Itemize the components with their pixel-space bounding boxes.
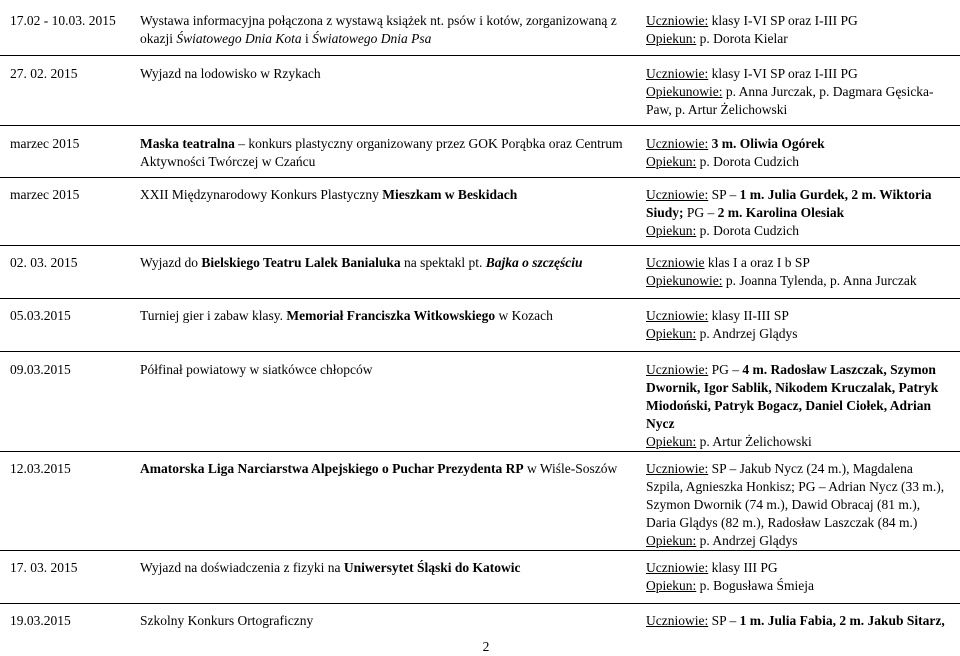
event-description: Wyjazd na lodowisko w Rzykach — [140, 66, 321, 81]
event-date: 19.03.2015 — [10, 613, 71, 628]
event-description: XXII Międzynarodowy Konkurs Plastyczny Mieszkam w Beskidach — [140, 187, 518, 202]
row-divider — [0, 55, 960, 56]
event-date: 09.03.2015 — [10, 362, 71, 377]
row-divider — [0, 177, 960, 178]
event-description: Wystawa informacyjna połączona z wystawą książek nt. psów i kotów, zorganizowaną z okazji Światowego Dnia Kota i Światowego Dnia Psa — [140, 13, 617, 46]
event-participants: Uczniowie: SP – Jakub Nycz (24 m.), Magdalena Szpila, Agnieszka Honkisz; PG – Adrian Nycz (33 m.), Szymon Dwornik (74 m.), Dawid Obracaj (81 m.), Daria Glądys (82 m.), Radosław Laszczak (84 m.) Opiekun: p. Andrzej Glądys — [646, 461, 945, 548]
event-participants: Uczniowie klas I a oraz I b SP Opiekunowie: p. Joanna Tylenda, p. Anna Jurczak — [646, 255, 917, 288]
row-divider — [0, 125, 960, 126]
event-participants: Uczniowie: 3 m. Oliwia Ogórek Opiekun: p. Dorota Cudzich — [646, 136, 825, 169]
row-divider — [0, 603, 960, 604]
event-description: Półfinał powiatowy w siatkówce chłopców — [140, 362, 373, 377]
event-description: Turniej gier i zabaw klasy. Memoriał Franciszka Witkowskiego w Kozach — [140, 308, 553, 323]
event-participants: Uczniowie: klasy I-VI SP oraz I-III PG Opiekunowie: p. Anna Jurczak, p. Dagmara Gęsicka-Paw, p. Artur Żelichowski — [646, 66, 934, 117]
event-description: Szkolny Konkurs Ortograficzny — [140, 613, 314, 628]
row-divider — [0, 245, 960, 246]
event-date: 12.03.2015 — [10, 461, 71, 476]
event-participants: Uczniowie: SP – 1 m. Julia Fabia, 2 m. Jakub Sitarz, — [646, 613, 945, 628]
event-participants: Uczniowie: SP – 1 m. Julia Gurdek, 2 m. Wiktoria Siudy; PG – 2 m. Karolina Olesiak Opiekun: p. Dorota Cudzich — [646, 187, 932, 238]
event-participants: Uczniowie: PG – 4 m. Radosław Laszczak, Szymon Dwornik, Igor Sablik, Nikodem Kruczalak, Patryk Miodoński, Patryk Bogacz, Daniel Ciołek, Adrian Nycz Opiekun: p. Artur Żelichowski — [646, 362, 939, 449]
event-description: Amatorska Liga Narciarstwa Alpejskiego o Puchar Prezydenta RP w Wiśle-Soszów — [140, 461, 618, 476]
event-participants: Uczniowie: klasy III PG Opiekun: p. Bogusława Śmieja — [646, 560, 814, 593]
event-description: Wyjazd do Bielskiego Teatru Lalek Banialuka na spektakl pt. Bajka o szczęściu — [140, 255, 583, 270]
row-divider — [0, 298, 960, 299]
event-date: 27. 02. 2015 — [10, 66, 78, 81]
event-date: marzec 2015 — [10, 136, 80, 151]
event-date: 17. 03. 2015 — [10, 560, 78, 575]
row-divider — [0, 451, 960, 452]
page-number: 2 — [482, 639, 490, 654]
event-participants: Uczniowie: klasy II-III SP Opiekun: p. Andrzej Glądys — [646, 308, 798, 341]
event-date: 05.03.2015 — [10, 308, 71, 323]
row-divider — [0, 351, 960, 352]
event-date: 17.02 - 10.03. 2015 — [10, 13, 116, 28]
event-date: 02. 03. 2015 — [10, 255, 78, 270]
event-participants: Uczniowie: klasy I-VI SP oraz I-III PG Opiekun: p. Dorota Kielar — [646, 13, 858, 46]
event-date: marzec 2015 — [10, 187, 80, 202]
event-description: Maska teatralna – konkurs plastyczny organizowany przez GOK Porąbka oraz Centrum Aktywności Twórczej w Czańcu — [140, 136, 623, 169]
row-divider — [0, 550, 960, 551]
event-description: Wyjazd na doświadczenia z fizyki na Uniwersytet Śląski do Katowic — [140, 560, 521, 575]
